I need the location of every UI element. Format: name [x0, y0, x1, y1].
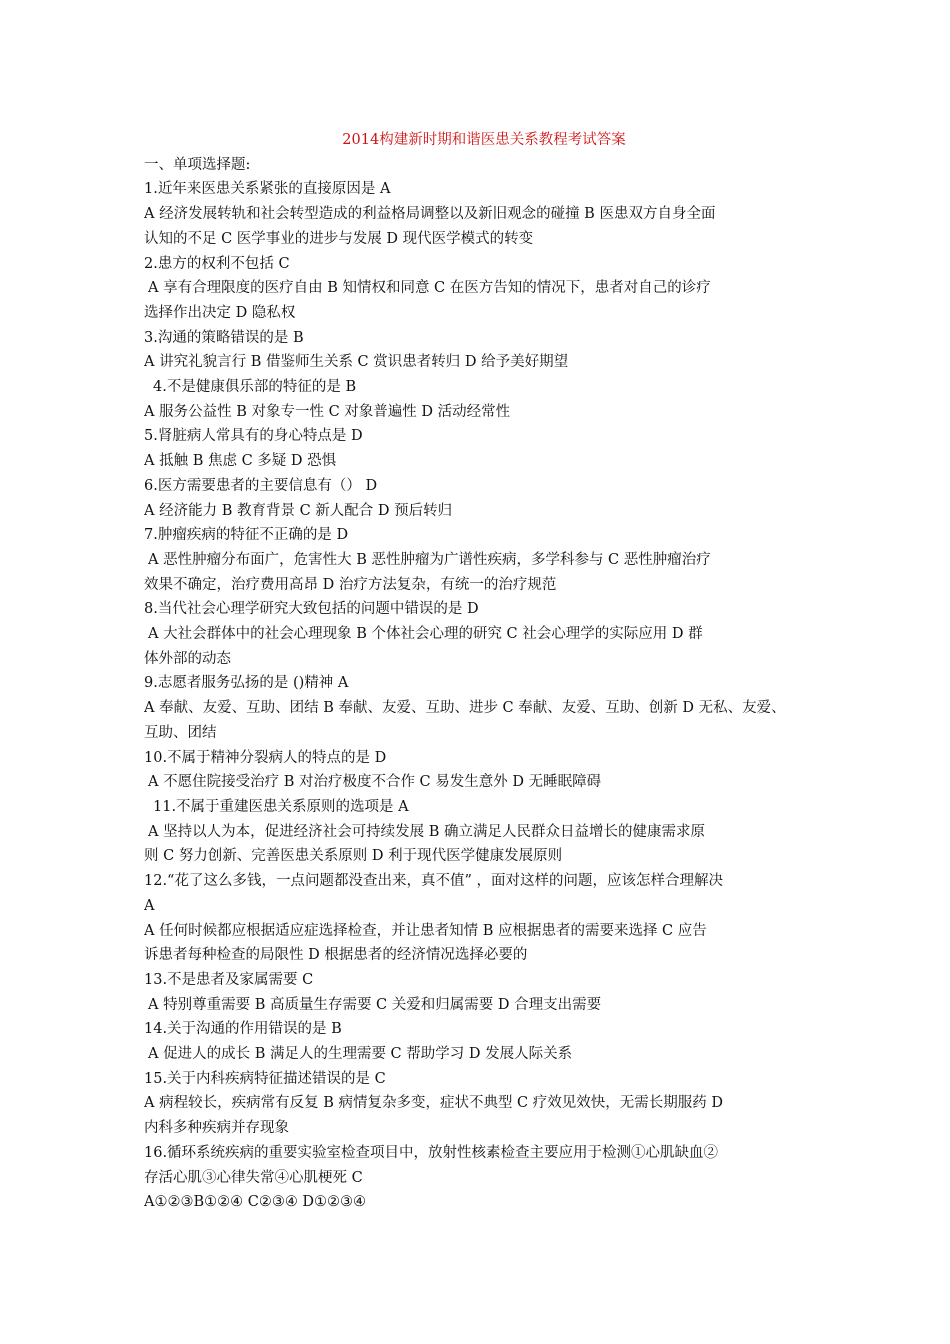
- text-line: A 坚持以人为本，促进经济社会可持续发展 B 确立满足人民群众日益增长的健康需求原: [148, 823, 705, 840]
- text-line: 6.医方需要患者的主要信息有（） D: [144, 477, 378, 494]
- text-line: A 任何时候都应根据适应症选择检查，并让患者知情 B 应根据患者的需要来选择 C 应告: [144, 922, 707, 939]
- text-line: A 讲究礼貌言行 B 借鉴师生关系 C 赏识患者转归 D 给予美好期望: [144, 354, 569, 371]
- text-line: A 享有合理限度的医疗自由 B 知情权和同意 C 在医方告知的情况下，患者对自己的诊疗: [148, 280, 711, 297]
- text-line: 2.患方的权利不包括 C: [144, 255, 290, 272]
- text-line: 体外部的动态: [144, 650, 231, 667]
- text-line: A 服务公益性 B 对象专一性 C 对象普遍性 D 活动经常性: [144, 403, 511, 420]
- text-line: 15.关于内科疾病特征描述错误的是 C: [144, 1070, 386, 1087]
- document-title: 2014构建新时期和谐医患关系教程考试答案: [342, 132, 626, 148]
- text-line: 11.不属于重建医患关系原则的选项是 A: [153, 798, 409, 815]
- text-line: 8.当代社会心理学研究大致包括的问题中错误的是 D: [144, 601, 479, 618]
- text-line: A: [144, 897, 155, 914]
- text-line: 内科多种疾病并存现象: [144, 1120, 289, 1137]
- text-line: 存活心肌③心律失常④心肌梗死 C: [144, 1169, 363, 1186]
- text-line: A 促进人的成长 B 满足人的生理需要 C 帮助学习 D 发展人际关系: [148, 1046, 573, 1063]
- text-line: 13.不是患者及家属需要 C: [144, 971, 314, 988]
- text-line: A 经济能力 B 教育背景 C 新人配合 D 预后转归: [144, 502, 453, 519]
- text-line: 7.肿瘤疾病的特征不正确的是 D: [144, 527, 349, 544]
- text-line: 认知的不足 C 医学事业的进步与发展 D 现代医学模式的转变: [144, 230, 534, 247]
- question-list: [144, 153, 824, 1215]
- text-line: A 大社会群体中的社会心理现象 B 个体社会心理的研究 C 社会心理学的实际应用 D 群: [148, 626, 703, 643]
- text-line: 效果不确定，治疗费用高昂 D 治疗方法复杂，有统一的治疗规范: [144, 576, 557, 593]
- text-line: A 经济发展转轨和社会转型造成的利益格局调整以及新旧观念的碰撞 B 医患双方自身全面: [144, 206, 716, 223]
- text-line: A 特别尊重需要 B 高质量生存需要 C 关爱和归属需要 D 合理支出需要: [148, 996, 602, 1013]
- text-line: 3.沟通的策略错误的是 B: [144, 329, 304, 346]
- text-line: 则 C 努力创新、完善医患关系原则 D 利于现代医学健康发展原则: [144, 848, 563, 865]
- document-body: [144, 128, 824, 1215]
- text-line: 互助、团结: [144, 724, 217, 741]
- text-line: 选择作出决定 D 隐私权: [144, 304, 296, 321]
- text-line: A 不愿住院接受治疗 B 对治疗极度不合作 C 易发生意外 D 无睡眠障碍: [148, 774, 602, 791]
- text-line: A 奉献、友爱、互助、团结 B 奉献、友爱、互助、进步 C 奉献、友爱、互助、创新 D 无私、友爱、: [144, 700, 786, 717]
- text-line: A 恶性肿瘤分布面广，危害性大 B 恶性肿瘤为广谱性疾病，多学科参与 C 恶性肿瘤治疗: [148, 551, 711, 568]
- text-line: 16.循环系统疾病的重要实验室检查项目中，放射性核素检查主要应用于检测①心肌缺血②: [144, 1144, 719, 1161]
- text-line: 诉患者每种检查的局限性 D 根据患者的经济情况选择必要的: [144, 947, 528, 964]
- text-line: 12.“花了这么多钱，一点问题都没查出来，真不值” ，面对这样的问题，应该怎样合理解决: [144, 873, 723, 890]
- text-line: 9.志愿者服务弘扬的是 ()精神 A: [144, 675, 349, 692]
- text-line: 14.关于沟通的作用错误的是 B: [144, 1021, 342, 1038]
- text-line: A 抵触 B 焦虑 C 多疑 D 恐惧: [144, 453, 337, 470]
- text-line: 5.肾脏病人常具有的身心特点是 D: [144, 428, 363, 445]
- text-line: A①②③B①②④ C②③④ D①②③④: [144, 1194, 367, 1211]
- text-line: 4.不是健康俱乐部的特征的是 B: [153, 379, 357, 396]
- text-line: 10.不属于精神分裂病人的特点的是 D: [144, 749, 387, 766]
- text-line: A 病程较长，疾病常有反复 B 病情复杂多变，症状不典型 C 疗效见效快，无需长期服药 D: [144, 1095, 723, 1112]
- text-line: 一、单项选择题:: [144, 156, 251, 173]
- text-line: 1.近年来医患关系紧张的直接原因是 A: [144, 181, 391, 198]
